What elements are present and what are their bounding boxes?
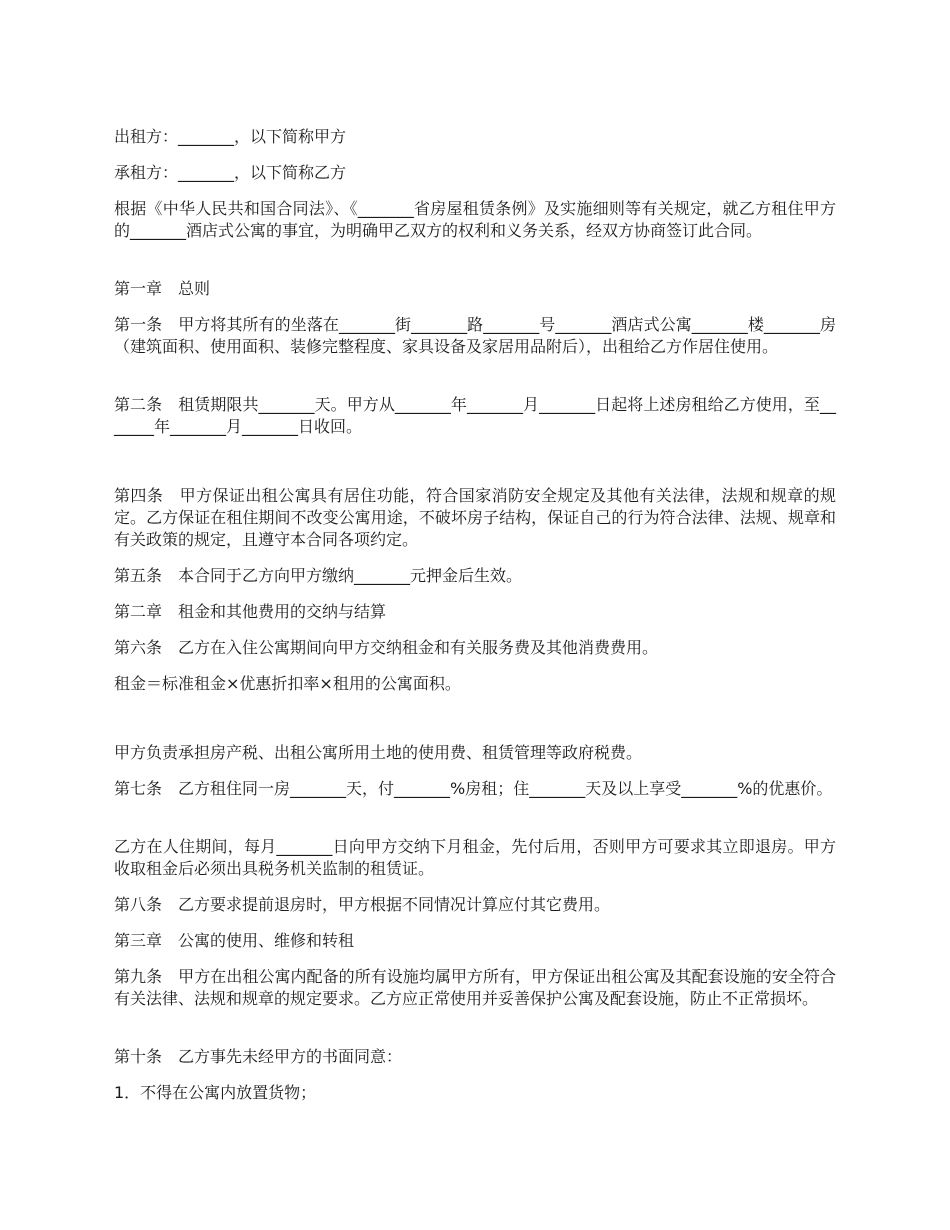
chapter-3-heading: 第三章 公寓的使用、维修和转租 [114,931,355,950]
lessee-line: 承租方：_______，以下简称乙方 [114,163,347,182]
article-8-paragraph: 第八条 乙方要求提前退房时，甲方根据不同情况计算应付其它费用。 [114,895,611,914]
article-4-paragraph: 第四条 甲方保证出租公寓具有居住功能，符合国家消防安全规定及其他有关法律，法规和规章的规定。乙方保证在租住期间不改变公寓用途，不破坏房子结构，保证自己的行为符合法律、法规、规章和有关政策的规定，且遵守本合同各项约定。 [114,486,836,549]
article-5-paragraph: 第五条 本合同于乙方向甲方缴纳_______元押金后生效。 [114,566,523,585]
article-10-paragraph: 第十条 乙方事先未经甲方的书面同意： [114,1047,403,1066]
chapter-1-heading: 第一章 总则 [114,279,211,298]
preamble-paragraph: 根据《中华人民共和国合同法》、《_______省房屋租赁条例》及实施细则等有关规定，就乙方租住甲方的_______酒店式公寓的事宜，为明确甲乙双方的权利和义务关系，经双方协商签订此合同。 [114,199,836,240]
list-item-1: 1．不得在公寓内放置货物； [114,1083,317,1102]
lessor-line: 出租方：_______，以下简称甲方 [114,127,347,146]
chapter-2-heading: 第二章 租金和其他费用的交纳与结算 [114,602,387,621]
article-9-paragraph: 第九条 甲方在出租公寓内配备的所有设施均属甲方所有，甲方保证出租公寓及其配套设施的安全符合有关法律、法规和规章的规定要求。乙方应正常使用并妥善保护公寓及配套设施，防止不正常损坏。 [114,967,836,1008]
article-2-paragraph: 第二条 租赁期限共_______天。甲方从_______年_______月_______日起将上述房租给乙方使用，至_______年_______月_______日收回。 [114,395,836,436]
article-1-paragraph: 第一条 甲方将其所有的坐落在_______街_______路_______号_______酒店式公寓_______楼_______房（建筑面积、使用面积、装修完整程度、家具设备及家居用品附后），出租给乙方作居住使用。 [114,315,836,356]
monthly-rent-paragraph: 乙方在人住期间，每月_______日向甲方交纳下月租金，先付后用，否则甲方可要求其立即退房。甲方收取租金后必须出具税务机关监制的租赁证。 [114,837,836,878]
tax-paragraph: 甲方负责承担房产税、出租公寓所用土地的使用费、租赁管理等政府税费。 [114,743,643,762]
article-7-paragraph: 第七条 乙方租住同一房_______天，付_______%房租；住_______天及以上享受_______%的优惠价。 [114,779,833,798]
rent-formula-line: 租金＝标准租金×优惠折扣率×租用的公寓面积。 [114,674,461,693]
article-6-paragraph: 第六条 乙方在入住公寓期间向甲方交纳租金和有关服务费及其他消费费用。 [114,638,659,657]
